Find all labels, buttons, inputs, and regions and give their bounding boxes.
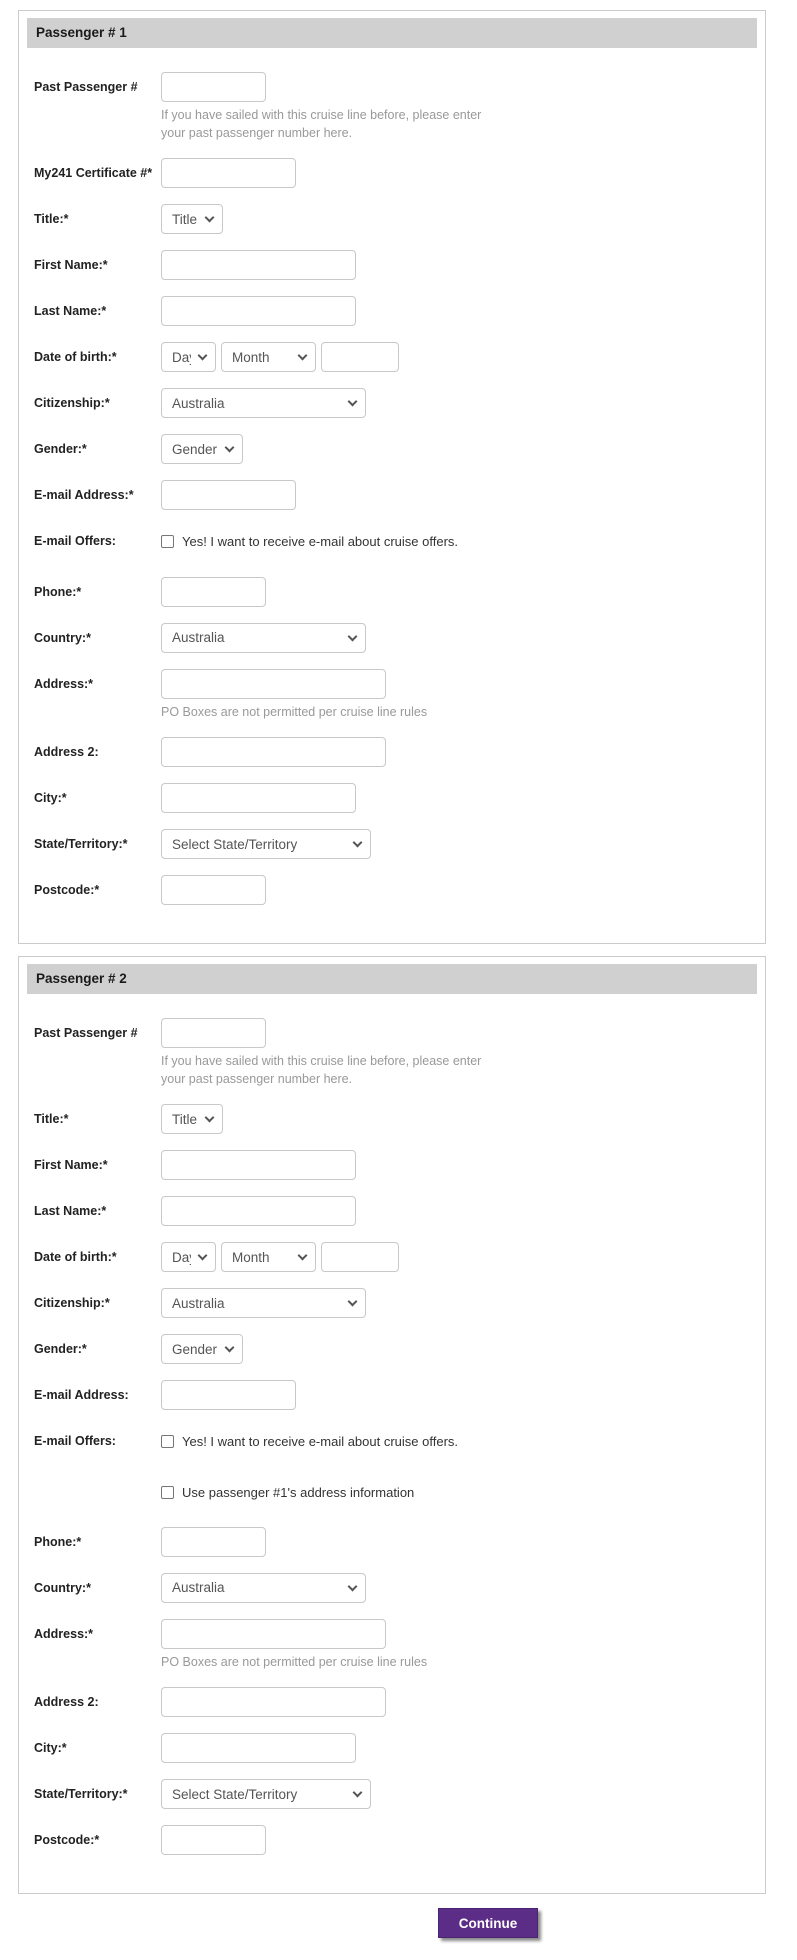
p2-state-territory-control bbox=[161, 1779, 757, 1809]
passenger-1-section-header bbox=[27, 18, 757, 48]
p1-first-name-control bbox=[161, 250, 757, 280]
p2-citizenship-label: Citizenship:* bbox=[34, 1296, 110, 1311]
p1-postcode-input[interactable] bbox=[161, 875, 266, 905]
p2-address-2-control bbox=[161, 1687, 757, 1717]
passenger-2-section bbox=[18, 956, 766, 1894]
p2-title-row bbox=[27, 1104, 757, 1134]
p1-title-control bbox=[161, 204, 757, 234]
p2-past-passenger-number-hint: If you have sailed with this cruise line before, please enter your past passenger number here. bbox=[161, 1054, 482, 1086]
p2-past-passenger-number-row bbox=[27, 1018, 757, 1088]
p1-date-of-birth-day-select[interactable] bbox=[161, 342, 216, 372]
p1-country-select[interactable] bbox=[161, 623, 366, 653]
p1-email-offers-row bbox=[27, 526, 757, 550]
p1-my241-certificate-number-input[interactable] bbox=[161, 158, 296, 188]
p2-use-passenger1-address-label bbox=[34, 1477, 161, 1485]
p1-email-offers-checkbox-line bbox=[161, 526, 757, 549]
p2-city-control bbox=[161, 1733, 757, 1763]
p2-use-passenger1-address-checkbox[interactable] bbox=[161, 1486, 174, 1499]
p2-date-of-birth-control bbox=[161, 1242, 757, 1272]
p1-last-name-label: Last Name:* bbox=[34, 304, 107, 318]
p1-citizenship-select[interactable] bbox=[161, 388, 366, 418]
p1-gender-control bbox=[161, 434, 757, 464]
p1-citizenship-row bbox=[27, 388, 757, 418]
p1-my241-certificate-number-label: My241 Certificate #* bbox=[34, 166, 153, 180]
p2-date-of-birth-row bbox=[27, 1242, 757, 1272]
p2-address-hint: PO Boxes are not permitted per cruise line rules bbox=[161, 1654, 428, 1669]
p2-past-passenger-number-input[interactable] bbox=[161, 1018, 266, 1048]
p1-postcode-label: Postcode:* bbox=[34, 883, 100, 898]
p1-country-label: Country:* bbox=[34, 630, 91, 645]
continue-button-row bbox=[18, 1908, 784, 1948]
p1-email-offers-checkbox-label: Yes! I want to receive e-mail about cruise offers. bbox=[182, 534, 459, 549]
p2-postcode-input[interactable] bbox=[161, 1825, 266, 1855]
p2-state-territory-select[interactable] bbox=[161, 1779, 371, 1809]
p2-address-input[interactable] bbox=[161, 1619, 386, 1649]
p1-date-of-birth-year-input[interactable] bbox=[321, 342, 399, 372]
p2-country-label: Country:* bbox=[34, 1580, 91, 1595]
p2-citizenship-select[interactable] bbox=[161, 1288, 366, 1318]
p2-postcode-label: Postcode:* bbox=[34, 1833, 100, 1848]
p2-address-2-label: Address 2: bbox=[34, 1695, 99, 1710]
p2-phone-control bbox=[161, 1527, 757, 1557]
p1-first-name-input[interactable] bbox=[161, 250, 356, 280]
p1-email-offers-checkbox[interactable] bbox=[161, 535, 174, 548]
p1-country-control bbox=[161, 623, 757, 653]
passenger-2-fields bbox=[27, 1018, 757, 1855]
p2-date-of-birth-day-select-wrap bbox=[161, 1242, 216, 1272]
p2-past-passenger-number-label: Past Passenger # bbox=[34, 1026, 138, 1041]
p2-last-name-label: Last Name:* bbox=[34, 1204, 107, 1219]
p2-date-of-birth-year-input[interactable] bbox=[321, 1242, 399, 1272]
p2-email-offers-label: E-mail Offers: bbox=[34, 1434, 116, 1449]
p1-address-control bbox=[161, 669, 757, 722]
p2-title-select[interactable] bbox=[161, 1104, 223, 1134]
p1-phone-row bbox=[27, 577, 757, 607]
p1-past-passenger-number-label: Past Passenger # bbox=[34, 80, 138, 94]
p2-email-offers-checkbox-label: Yes! I want to receive e-mail about cruise offers. bbox=[182, 1434, 459, 1450]
p1-address-2-input[interactable] bbox=[161, 737, 386, 767]
p2-gender-select-wrap bbox=[161, 1334, 243, 1364]
p2-country-select-wrap bbox=[161, 1573, 366, 1603]
p1-past-passenger-number-hint: If you have sailed with this cruise line before, please enter your past passenger number here. bbox=[161, 108, 482, 140]
p1-gender-label: Gender:* bbox=[34, 442, 87, 456]
p1-address-2-label: Address 2: bbox=[34, 745, 99, 760]
p1-email-address-label: E-mail Address:* bbox=[34, 488, 134, 502]
p1-email-address-input[interactable] bbox=[161, 480, 296, 510]
p2-last-name-input[interactable] bbox=[161, 1196, 356, 1226]
p1-my241-certificate-number-control bbox=[161, 158, 757, 188]
p2-last-name-row bbox=[27, 1196, 757, 1226]
p2-address-label: Address:* bbox=[34, 1626, 94, 1641]
p1-first-name-row bbox=[27, 250, 757, 280]
p2-address-row bbox=[27, 1619, 757, 1672]
p1-last-name-input[interactable] bbox=[161, 296, 356, 326]
p1-address-2-control bbox=[161, 737, 757, 767]
p2-citizenship-select-wrap bbox=[161, 1288, 366, 1318]
p1-date-of-birth-month-select-wrap bbox=[221, 342, 316, 372]
p1-gender-select-wrap bbox=[161, 434, 243, 464]
p2-use-passenger1-address-checkbox-label: Use passenger #1's address information bbox=[182, 1484, 415, 1500]
p2-first-name-control bbox=[161, 1150, 757, 1180]
p1-state-territory-label: State/Territory:* bbox=[34, 837, 128, 852]
p1-date-of-birth-month-select[interactable] bbox=[221, 342, 316, 372]
p2-city-row bbox=[27, 1733, 757, 1763]
p2-title-select-wrap bbox=[161, 1104, 223, 1134]
p1-phone-control bbox=[161, 577, 757, 607]
p1-last-name-row bbox=[27, 296, 757, 326]
p2-email-offers-control bbox=[161, 1426, 757, 1449]
passenger-1-section bbox=[18, 10, 766, 944]
p1-my241-certificate-number-row bbox=[27, 158, 757, 188]
p1-past-passenger-number-input[interactable] bbox=[161, 72, 266, 102]
p2-city-label: City:* bbox=[34, 1741, 67, 1756]
p1-title-select[interactable] bbox=[161, 204, 223, 234]
p2-email-address-row bbox=[27, 1380, 757, 1410]
p1-date-of-birth-day-select-wrap bbox=[161, 342, 216, 372]
p2-address-2-input[interactable] bbox=[161, 1687, 386, 1717]
p1-title-label: Title:* bbox=[34, 212, 69, 226]
p2-use-passenger1-address-checkbox-line bbox=[161, 1477, 757, 1500]
p2-use-passenger1-address-row bbox=[27, 1477, 757, 1500]
passenger-1-fields bbox=[27, 72, 757, 905]
p2-first-name-label: First Name:* bbox=[34, 1158, 108, 1173]
p1-past-passenger-number-row bbox=[27, 72, 757, 142]
p1-date-of-birth-control bbox=[161, 342, 757, 372]
p2-phone-input[interactable] bbox=[161, 1527, 266, 1557]
p2-address-2-row bbox=[27, 1687, 757, 1717]
p1-address-label: Address:* bbox=[34, 676, 94, 691]
p1-city-label: City:* bbox=[34, 791, 67, 806]
p1-title-select-wrap bbox=[161, 204, 223, 234]
passenger-1-section-title: Passenger # 1 bbox=[36, 25, 127, 40]
p1-state-territory-select[interactable] bbox=[161, 829, 371, 859]
p2-title-control bbox=[161, 1104, 757, 1134]
p1-country-select-wrap bbox=[161, 623, 366, 653]
p2-date-of-birth-month-select[interactable] bbox=[221, 1242, 316, 1272]
p2-first-name-input[interactable] bbox=[161, 1150, 356, 1180]
p2-citizenship-control bbox=[161, 1288, 757, 1318]
p1-state-territory-select-wrap bbox=[161, 829, 371, 859]
p2-email-offers-row bbox=[27, 1426, 757, 1450]
p1-postcode-row bbox=[27, 875, 757, 905]
p1-address-row bbox=[27, 669, 757, 722]
p1-state-territory-row bbox=[27, 829, 757, 859]
p1-postcode-control bbox=[161, 875, 757, 905]
p1-date-of-birth-group bbox=[161, 342, 757, 372]
p1-phone-label: Phone:* bbox=[34, 584, 82, 599]
p1-country-row bbox=[27, 623, 757, 653]
p2-gender-select[interactable] bbox=[161, 1334, 243, 1364]
p2-first-name-row bbox=[27, 1150, 757, 1180]
p1-address-input[interactable] bbox=[161, 669, 386, 699]
p2-gender-label: Gender:* bbox=[34, 1342, 87, 1357]
p2-email-address-input[interactable] bbox=[161, 1380, 296, 1410]
p2-state-territory-row bbox=[27, 1779, 757, 1809]
p1-citizenship-control bbox=[161, 388, 757, 418]
p2-postcode-control bbox=[161, 1825, 757, 1855]
p2-gender-row bbox=[27, 1334, 757, 1364]
p2-date-of-birth-label: Date of birth:* bbox=[34, 1250, 117, 1265]
passenger-2-section-header bbox=[27, 964, 757, 994]
p1-state-territory-control bbox=[161, 829, 757, 859]
p2-title-label: Title:* bbox=[34, 1112, 69, 1127]
p2-date-of-birth-month-select-wrap bbox=[221, 1242, 316, 1272]
p2-state-territory-label: State/Territory:* bbox=[34, 1787, 128, 1802]
p2-address-control bbox=[161, 1619, 757, 1672]
p1-last-name-control bbox=[161, 296, 757, 326]
p1-phone-input[interactable] bbox=[161, 577, 266, 607]
p2-email-offers-checkbox-line bbox=[161, 1426, 757, 1449]
p2-city-input[interactable] bbox=[161, 1733, 356, 1763]
p2-email-address-control bbox=[161, 1380, 757, 1410]
p1-address-hint: PO Boxes are not permitted per cruise line rules bbox=[161, 704, 428, 719]
p2-email-offers-checkbox[interactable] bbox=[161, 1435, 174, 1448]
p2-use-passenger1-address-control bbox=[161, 1477, 757, 1500]
p2-past-passenger-number-control bbox=[161, 1018, 757, 1088]
p1-city-row bbox=[27, 783, 757, 813]
p1-city-input[interactable] bbox=[161, 783, 356, 813]
p2-country-row bbox=[27, 1573, 757, 1603]
p2-phone-row bbox=[27, 1527, 757, 1557]
p1-first-name-label: First Name:* bbox=[34, 258, 108, 272]
p1-gender-row bbox=[27, 434, 757, 464]
p1-email-address-control bbox=[161, 480, 757, 510]
p2-phone-label: Phone:* bbox=[34, 1534, 82, 1549]
p2-email-address-label: E-mail Address: bbox=[34, 1388, 129, 1403]
p1-address-2-row bbox=[27, 737, 757, 767]
p2-gender-control bbox=[161, 1334, 757, 1364]
p1-past-passenger-number-control bbox=[161, 72, 757, 142]
p2-country-control bbox=[161, 1573, 757, 1603]
passenger-booking-form bbox=[18, 10, 784, 1948]
p2-state-territory-select-wrap bbox=[161, 1779, 371, 1809]
p1-email-offers-control bbox=[161, 526, 757, 549]
p2-postcode-row bbox=[27, 1825, 757, 1855]
p1-citizenship-select-wrap bbox=[161, 388, 366, 418]
p1-gender-select[interactable] bbox=[161, 434, 243, 464]
p1-title-row bbox=[27, 204, 757, 234]
p1-city-control bbox=[161, 783, 757, 813]
p1-email-offers-label: E-mail Offers: bbox=[34, 534, 116, 548]
p2-last-name-control bbox=[161, 1196, 757, 1226]
continue-button[interactable]: Continue bbox=[438, 1908, 538, 1938]
p1-date-of-birth-row bbox=[27, 342, 757, 372]
p1-date-of-birth-label: Date of birth:* bbox=[34, 350, 117, 364]
p2-citizenship-row bbox=[27, 1288, 757, 1318]
p1-email-address-row bbox=[27, 480, 757, 510]
p1-citizenship-label: Citizenship:* bbox=[34, 396, 110, 410]
p2-date-of-birth-day-select[interactable] bbox=[161, 1242, 216, 1272]
p2-date-of-birth-group bbox=[161, 1242, 757, 1272]
p2-country-select[interactable] bbox=[161, 1573, 366, 1603]
passenger-2-section-title: Passenger # 2 bbox=[36, 971, 127, 987]
